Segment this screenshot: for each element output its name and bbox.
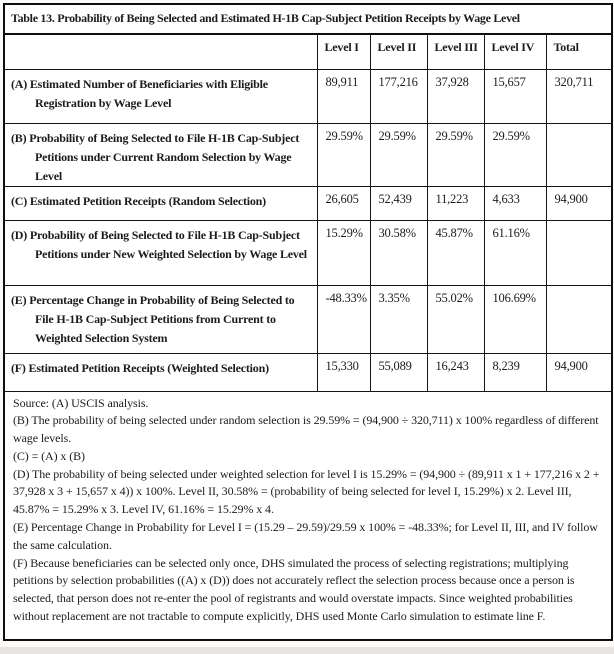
notes-row — [4, 391, 612, 640]
column-header-total: Total — [546, 34, 612, 69]
page-edge-shadow — [0, 647, 614, 654]
data-cell: 15,657 — [484, 69, 546, 123]
row-label: (D) Probability of Being Selected to File H-1B Cap-Subject Petitions under New Weighted Selection by Wage Level — [4, 220, 317, 285]
data-cell: 26,605 — [317, 186, 370, 220]
data-cell: 29.59% — [317, 123, 370, 186]
data-cell: 61.16% — [484, 220, 546, 285]
data-cell: 37,928 — [427, 69, 484, 123]
data-cell: 4,633 — [484, 186, 546, 220]
note-d: (D) The probability of being selected under weighted selection for level I is 15.29% = (94,900 ÷ (89,911 x 1 + 177,216 x 2 + 37,928 x 3 + 15,657 x 4)) x 100%. Level II, 30.58% = (probability of being selected for level I, 15.29%) x 2. Level III, 45.87% = 15.29% x 3. Level IV, 61.16% = 15.29% x 4. — [13, 466, 600, 517]
column-header-level-2: Level II — [370, 34, 427, 69]
column-header-level-1: Level I — [317, 34, 370, 69]
data-cell: 16,243 — [427, 353, 484, 391]
row-label: (C) Estimated Petition Receipts (Random Selection) — [4, 186, 317, 220]
row-label: (A) Estimated Number of Beneficiaries with Eligible Registration by Wage Level — [4, 69, 317, 123]
data-cell — [546, 220, 612, 285]
table-row — [4, 123, 612, 186]
table-row — [4, 186, 612, 220]
data-cell: 45.87% — [427, 220, 484, 285]
data-cell: 15,330 — [317, 353, 370, 391]
note-e: (E) Percentage Change in Probability for Level I = (15.29 – 29.59)/29.59 x 100% = -48.33%; for Level II, III, and IV follow the same calculation. — [13, 520, 598, 552]
data-cell: 29.59% — [370, 123, 427, 186]
table-row — [4, 285, 612, 353]
data-cell: 89,911 — [317, 69, 370, 123]
table-13 — [3, 3, 613, 641]
note-source: Source: (A) USCIS analysis. — [13, 395, 149, 410]
header-spacer-cell — [4, 34, 317, 69]
data-cell: 52,439 — [370, 186, 427, 220]
row-label: (F) Estimated Petition Receipts (Weighted Selection) — [4, 353, 317, 391]
data-cell: 15.29% — [317, 220, 370, 285]
data-cell — [546, 285, 612, 353]
table-title: Table 13. Probability of Being Selected and Estimated H-1B Cap-Subject Petition Receipts by Wage Level — [4, 4, 612, 34]
data-cell: 55,089 — [370, 353, 427, 391]
table-row — [4, 69, 612, 123]
data-cell: 29.59% — [427, 123, 484, 186]
data-cell — [546, 123, 612, 186]
data-cell: 29.59% — [484, 123, 546, 186]
data-cell: 320,711 — [546, 69, 612, 123]
table-row — [4, 353, 612, 391]
data-cell: 3.35% — [370, 285, 427, 353]
source-notes — [4, 391, 612, 640]
note-f: (F) Because beneficiaries can be selected only once, DHS simulated the process of selecting registrations; multiplying petitions by selection probabilities ((A) x (D)) does not accurately reflect the selection process because once a person is selected, that person does not re-enter the pool of registrants and would overstate impacts. Since weighted probabilities without replacement are not tractable to compute explicitly, DHS used Monte Carlo simulation to estimate line F. — [13, 555, 575, 624]
data-cell: 94,900 — [546, 353, 612, 391]
data-cell: -48.33% — [317, 285, 370, 353]
table-row — [4, 220, 612, 285]
row-label: (E) Percentage Change in Probability of Being Selected to File H-1B Cap-Subject Petitions from Current to Weighted Selection System — [4, 285, 317, 353]
column-header-level-4: Level IV — [484, 34, 546, 69]
title-row — [4, 4, 612, 34]
data-cell: 11,223 — [427, 186, 484, 220]
header-row — [4, 34, 612, 69]
data-cell: 30.58% — [370, 220, 427, 285]
data-cell: 8,239 — [484, 353, 546, 391]
data-cell: 177,216 — [370, 69, 427, 123]
data-cell: 55.02% — [427, 285, 484, 353]
column-header-level-3: Level III — [427, 34, 484, 69]
data-cell: 94,900 — [546, 186, 612, 220]
data-cell: 106.69% — [484, 285, 546, 353]
note-c: (C) = (A) x (B) — [13, 448, 85, 463]
row-label: (B) Probability of Being Selected to File H-1B Cap-Subject Petitions under Current Random Selection by Wage Level — [4, 123, 317, 186]
note-b: (B) The probability of being selected under random selection is 29.59% = (94,900 ÷ 320,711) x 100% regardless of different wage levels. — [13, 413, 599, 446]
